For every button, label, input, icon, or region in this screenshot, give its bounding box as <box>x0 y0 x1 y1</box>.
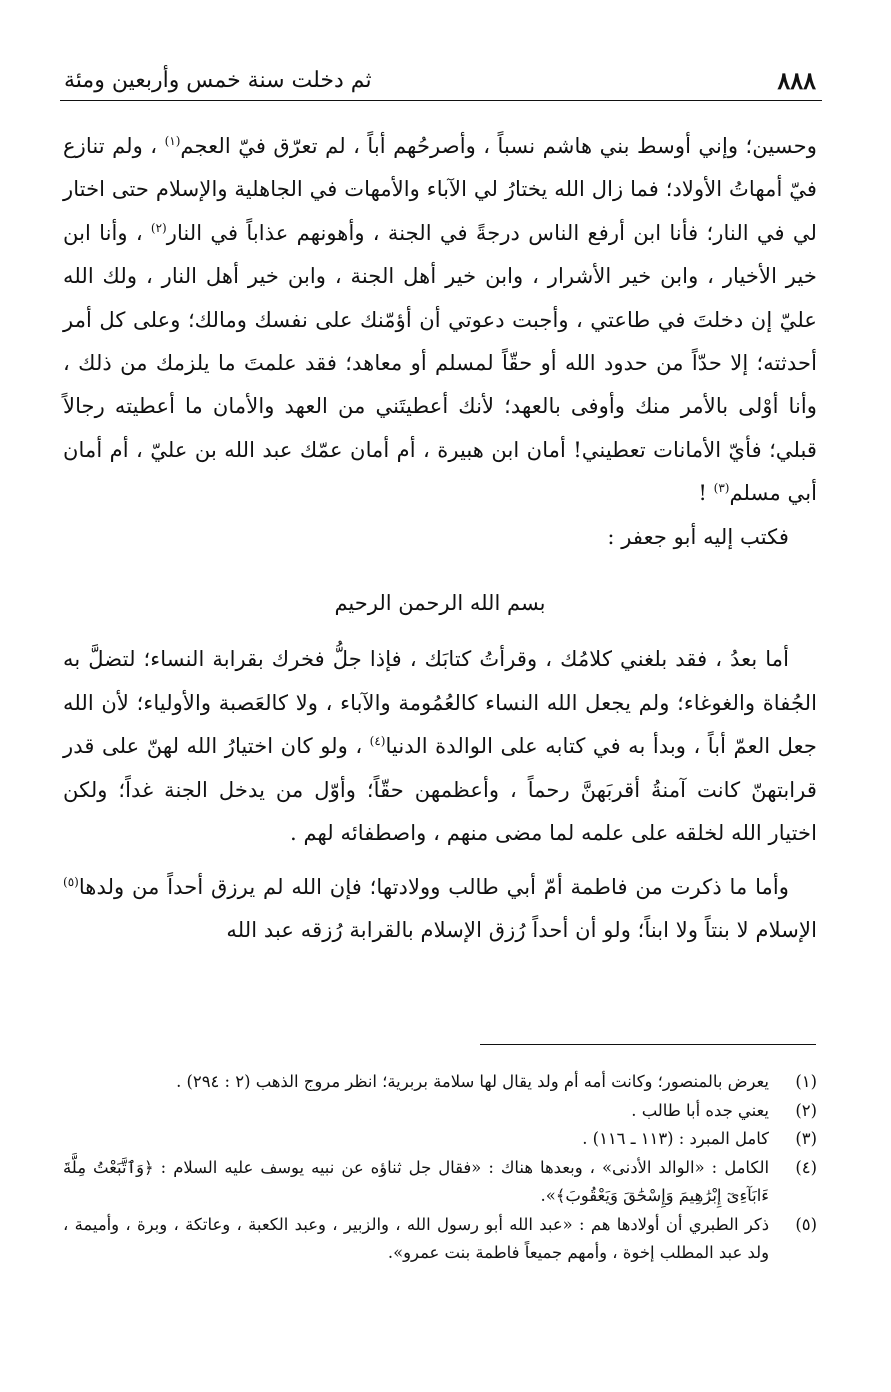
footnote <box>63 1125 817 1154</box>
text-segment: ! <box>698 480 714 506</box>
text-segment: ، وأنا ابن خير الأخيار ، وابن خير الأشرار ، وابن خير أهل الجنة ، وابن خير أهل النار ، ولك الله عليّ إن دخلتَ في طاعتي ، وأجبت دعوتي أن أؤمّنك على نفسك ومالك؛ وعلى كل أمر أحدثته؛ إلا حدّاً من حدود الله أو حقّاً لمسلم أو معاهد؛ فقد علمتَ ما يلزمك من ذلك ، وأنا أوْلى بالأمر منك وأوفى بالعهد؛ لأنك أعطيتَني من العهد والأمان ما أعطيته رجالاً قبلي؛ فأيّ الأمانات تعطيني! أمان ابن هبيرة ، أم أمان عمّك عبد الله بن عليّ ، أم أمان أبي مسلم <box>63 219 817 506</box>
footnote-separator <box>480 1044 816 1045</box>
footnote <box>63 1154 817 1211</box>
paragraph-reply-intro: فكتب إليه أبو جعفر : <box>607 523 789 549</box>
paragraph-fatima <box>63 865 817 952</box>
footnote-text: يعرض بالمنصور؛ وكانت أمه أم ولد يقال لها سلامة بربرية؛ انظر مروج الذهب (٢ : ٢٩٤) . <box>176 1072 769 1091</box>
footnote-text: كامل المبرد : (١١٣ ـ ١١٦) . <box>582 1129 769 1148</box>
footnote-ref-2[interactable]: (٢) <box>150 220 167 235</box>
footnote <box>63 1097 817 1126</box>
basmala-heading: بسم الله الرحمن الرحيم <box>334 591 546 616</box>
main-text <box>63 124 817 951</box>
page-header <box>60 60 822 101</box>
text-segment: الإسلام لا بنتاً ولا ابناً؛ ولو أن أحداً رُزق الإسلام بالقرابة رُزقه عبد الله <box>226 916 817 942</box>
text-segment: أما بعدُ ، فقد بلغني كلامُك ، وقرأتُ كتابَك ، فإذا جلُّ فخرك بقرابة النساء؛ لتضلَّ به الجُفاة والغوغاء؛ ولم يجعل الله النساء كالعُمُومة والآباء ، ولا كالعَصبة والأولياء؛ لأن الله جعل العمّ أباً ، وبدأ به في كتابه على الوالدة الدنيا <box>63 646 817 759</box>
footnote-ref-3[interactable]: (٣) <box>713 481 730 496</box>
footnote-text: الكامل : «الوالد الأدنى» ، وبعدها هناك : «فقال جل ثناؤه عن نبيه يوسف عليه السلام : ﴿وَٱتَّبَعْتُ مِلَّةَ ءَابَآءِىٓ إِبْرَٰهِيمَ وَإِسْحَٰقَ وَيَعْقُوبَ﴾». <box>63 1157 769 1205</box>
footnote-number: (٢) <box>795 1100 817 1120</box>
footnote-number: (١) <box>795 1072 817 1091</box>
footnote-text: ذكر الطبري أن أولادها هم : «عبد الله أبو رسول الله ، والزبير ، وعبد الكعبة ، وعاتكة ، وبرة ، وأميمة ، ولد عبد المطلب إخوة ، وأمهم جميعاً فاطمة بنت عمرو». <box>63 1214 769 1262</box>
footnote-ref-5[interactable]: (٥) <box>63 874 79 889</box>
text-segment: ، ولو كان اختيارُ الله لهنّ على قدر قرابتهنّ كانت آمنةُ أقربَهنَّ رحماً ، وأعظمهن حقّاً؛ وأوّل من يدخل الجنة غداً؛ ولكن اختيار الله لخلقه على علمه لما مضى منهم ، واصطفائه لهم . <box>63 733 817 846</box>
text-segment: وحسين؛ وإني أوسط بني هاشم نسباً ، وأصرحُهم أباً ، لم تعرّق فيّ العجم <box>180 133 818 158</box>
footnote <box>63 1211 817 1268</box>
page-number: ٨٨٨ <box>777 66 816 95</box>
footnote-number: (٤) <box>795 1157 817 1177</box>
footnote-ref-4[interactable]: (٤) <box>369 734 386 749</box>
text-segment: وأما ما ذكرت من فاطمة أمّ أبي طالب وولادتها؛ فإن الله لم يرزق أحداً من ولدها <box>78 873 789 899</box>
paragraph-reply <box>63 637 817 854</box>
footnotes <box>63 1068 817 1268</box>
footnote-ref-1[interactable]: (١) <box>164 133 181 148</box>
running-title: ثم دخلت سنة خمس وأربعين ومئة <box>64 68 372 93</box>
paragraph-letter-continuation <box>63 124 817 515</box>
footnote <box>63 1068 817 1097</box>
footnote-text: يعني جده أبا طالب . <box>631 1100 769 1120</box>
footnote-number: (٥) <box>795 1214 817 1234</box>
footnote-number: (٣) <box>795 1129 817 1148</box>
text-segment: ، ولم تنازع فيّ أمهاتُ الأولاد؛ فما زال الله يختارُ لي الآباء والأمهات في الجاهلية والإسلام حتى اختار لي في النار؛ فأنا ابن أرفع الناس درجةً في الجنة ، وأهونهم عذاباً في النار <box>63 133 817 245</box>
